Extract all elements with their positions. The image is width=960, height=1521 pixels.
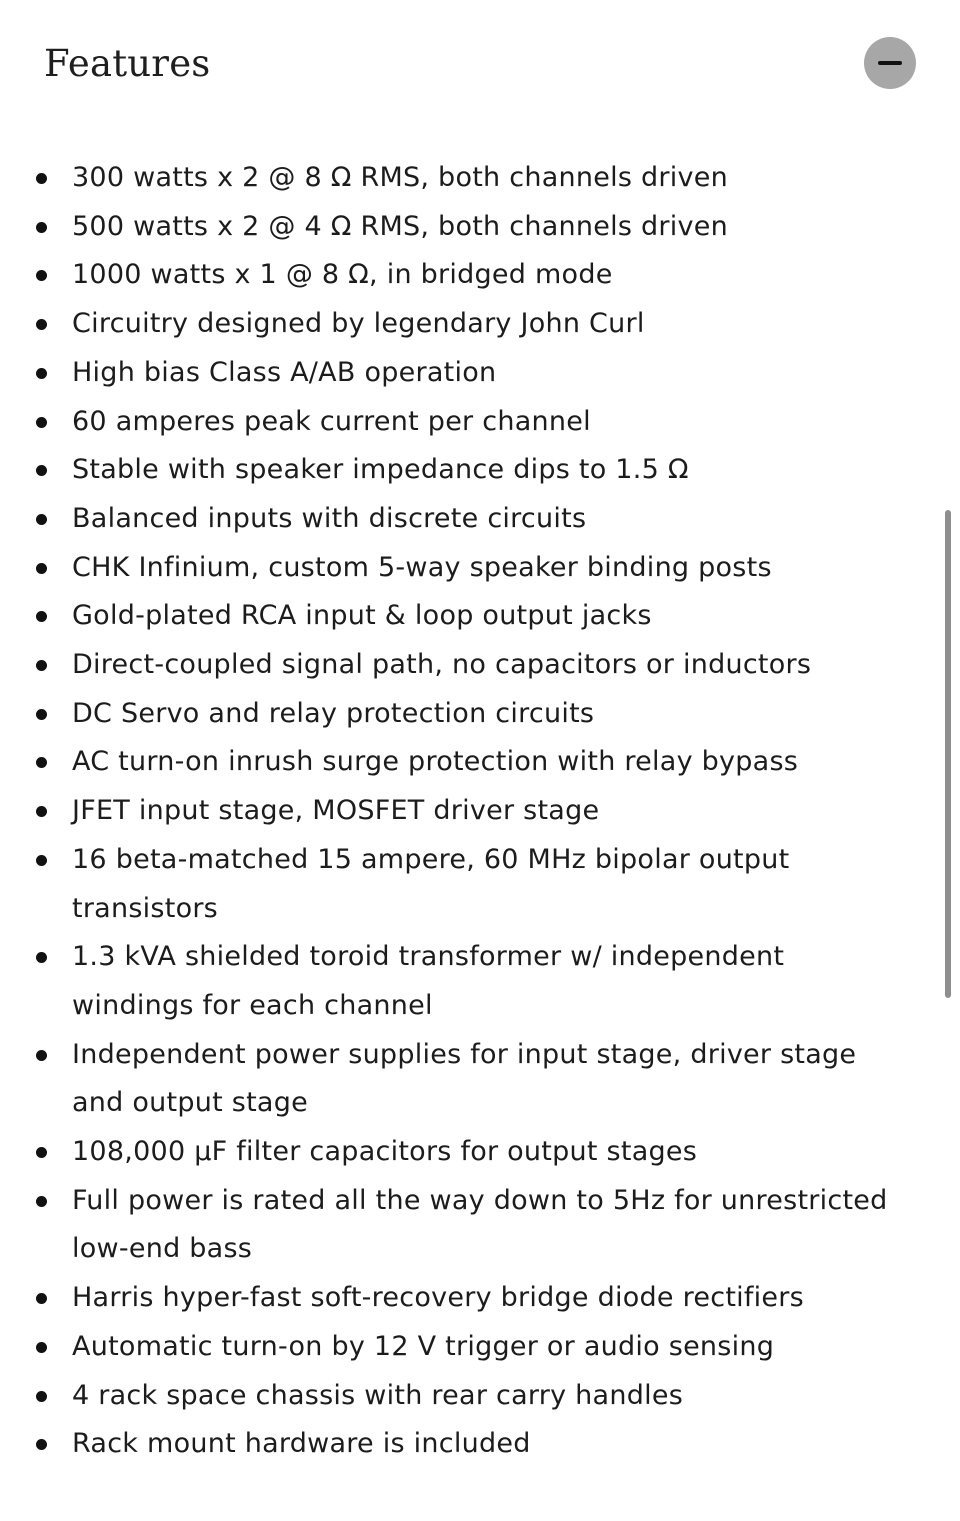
list-item-text: Harris hyper-fast soft-recovery bridge diode rectifiers <box>72 1282 804 1314</box>
list-item-text: 4 rack space chassis with rear carry handles <box>72 1379 684 1411</box>
bullet-icon <box>36 1147 47 1158</box>
list-item <box>0 251 920 300</box>
bullet-icon <box>36 709 47 720</box>
list-item-text: 16 beta-matched 15 ampere, 60 MHz bipolar output transistors <box>72 843 790 924</box>
list-item-text: 1000 watts x 1 @ 8 Ω, in bridged mode <box>72 259 613 291</box>
list-item-text: 300 watts x 2 @ 8 Ω RMS, both channels driven <box>72 162 728 193</box>
list-item-text: Circuitry designed by legendary John Curl <box>72 308 645 340</box>
bullet-icon <box>36 514 47 525</box>
list-item <box>0 690 920 739</box>
list-item-text: AC turn-on inrush surge protection with relay bypass <box>72 746 799 778</box>
bullet-icon <box>36 319 47 330</box>
bullet-icon <box>36 1293 47 1304</box>
list-item-text: 60 amperes peak current per channel <box>72 405 591 437</box>
section-title: Features <box>44 42 211 85</box>
list-item <box>0 1323 920 1372</box>
list-item <box>0 154 920 203</box>
list-item-text: DC Servo and relay protection circuits <box>72 697 595 729</box>
bullet-icon <box>36 368 47 379</box>
list-item-text: JFET input stage, MOSFET driver stage <box>72 795 600 827</box>
collapse-button[interactable] <box>864 37 916 89</box>
list-item-text: Direct-coupled signal path, no capacitors or inductors <box>72 649 812 681</box>
list-item <box>0 398 920 447</box>
list-item <box>0 300 920 349</box>
list-item <box>0 1372 920 1421</box>
bullet-icon <box>36 1342 47 1353</box>
list-item <box>0 203 920 252</box>
bullet-icon <box>36 757 47 768</box>
bullet-icon <box>36 611 47 622</box>
bullet-icon <box>36 1050 47 1061</box>
list-item <box>0 738 920 787</box>
list-item <box>0 446 920 495</box>
list-item-text: 500 watts x 2 @ 4 Ω RMS, both channels driven <box>72 210 728 242</box>
list-item-text: Balanced inputs with discrete circuits <box>72 502 587 534</box>
list-item-text: Gold-plated RCA input & loop output jacks <box>72 600 652 632</box>
features-list <box>0 154 920 1469</box>
list-item-text: Stable with speaker impedance dips to 1.5 Ω <box>72 454 689 486</box>
bullet-icon <box>36 270 47 281</box>
bullet-icon <box>36 1196 47 1207</box>
list-item <box>0 933 920 1030</box>
list-item-text: 1.3 kVA shielded toroid transformer w/ independent windings for each channel <box>72 941 785 1021</box>
section-header[interactable] <box>0 0 960 130</box>
list-item <box>0 495 920 544</box>
list-item <box>0 592 920 641</box>
bullet-icon <box>36 1391 47 1402</box>
list-item <box>0 544 920 593</box>
list-item-text: 108,000 µF filter capacitors for output stages <box>72 1136 698 1168</box>
list-item-text: Automatic turn-on by 12 V trigger or audio sensing <box>72 1330 775 1362</box>
bullet-icon <box>36 855 47 866</box>
list-item-text: Rack mount hardware is included <box>72 1428 531 1460</box>
list-item <box>0 836 920 933</box>
minus-icon <box>878 61 902 65</box>
list-item-text: CHK Infinium, custom 5-way speaker binding posts <box>72 551 772 583</box>
list-item <box>0 1177 920 1274</box>
list-item <box>0 349 920 398</box>
bullet-icon <box>36 660 47 671</box>
list-item <box>0 641 920 690</box>
bullet-icon <box>36 806 47 817</box>
bullet-icon <box>36 222 47 233</box>
list-item-text: High bias Class A/AB operation <box>72 356 497 388</box>
bullet-icon <box>36 465 47 476</box>
bullet-icon <box>36 952 47 963</box>
list-item-text: Full power is rated all the way down to 5Hz for unrestricted low-end bass <box>72 1184 888 1265</box>
bullet-icon <box>36 173 47 184</box>
bullet-icon <box>36 563 47 574</box>
list-item-text: Independent power supplies for input stage, driver stage and output stage <box>72 1038 857 1119</box>
list-item <box>0 1420 920 1469</box>
list-item <box>0 787 920 836</box>
list-item <box>0 1031 920 1128</box>
bullet-icon <box>36 417 47 428</box>
list-item <box>0 1274 920 1323</box>
scrollbar-thumb[interactable] <box>945 510 951 998</box>
bullet-icon <box>36 1439 47 1450</box>
list-item <box>0 1128 920 1177</box>
